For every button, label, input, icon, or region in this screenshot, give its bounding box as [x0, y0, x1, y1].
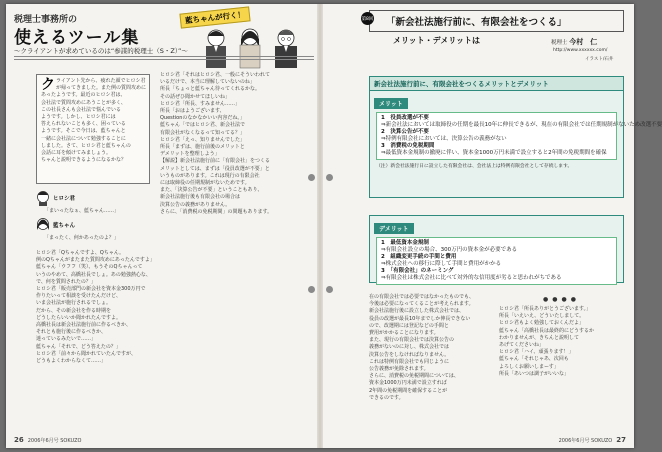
author-role: 税理士 [551, 40, 568, 46]
text-line: 答えられないことも多く、困っている [41, 121, 126, 128]
text-line: デメリットを整理しよう」 [160, 151, 220, 158]
speaker-line: 「まったく、何かあったのよ？」 [44, 235, 119, 242]
text-line: 所長「あいつは調子がいいな」 [499, 370, 570, 377]
text-line: いうものがあります。これは現行の有限会社 [160, 172, 260, 179]
text-line: 公告義務が免除されます。 [369, 366, 429, 373]
text-line: 資本金1000万円未満で設立すれば [369, 380, 447, 387]
text-line: 所長「いえいえ、どういたしまして。 [499, 313, 585, 320]
magazine-spread [6, 4, 662, 448]
demerit-list [376, 237, 617, 285]
text-line: 新会社法施行後も有限会社の場合は [160, 194, 241, 201]
text-line: ヒロシ君「ハイ、頑張ります！」 [499, 349, 574, 356]
list-item-detail: ⇒特例有限会社においては、決算公告の義務がない [381, 136, 507, 142]
text-line: 所長「ちょっと藍ちゃん待ってくれるかな。 [160, 86, 261, 93]
text-line: これは特例有限会社でも同じように [369, 358, 450, 365]
text-line: いるだけで、本当に理解していないのね」 [160, 79, 255, 86]
text-line: いうのやめて、高橋社長でしょ。あの勉強熱心な、 [36, 271, 151, 278]
speaker-name: 藍ちゃん [53, 223, 76, 230]
demerit-box [369, 215, 624, 283]
text-line: メリットとしては、まずは「役員改選が不要」と [160, 165, 270, 172]
merit-list [376, 112, 662, 160]
text-line: ヒロシ君「それはヒロシ君、一般にそういわれて [160, 72, 271, 78]
left-column-2 [160, 72, 312, 216]
topic-box [369, 10, 624, 32]
binding-hole [308, 174, 315, 181]
list-item-title: 1 役員改選が不要 [381, 115, 429, 121]
list-item-detail: ⇒有限会社設立の場合、300万円の資本金が必要である [381, 247, 518, 253]
text-line: また、「決算公告が不要」ということもあり、 [160, 187, 263, 194]
merit-label: メリット [374, 98, 408, 109]
text-line: その話ぜひ聞かせてほしいね」 [160, 93, 231, 100]
intro-box [36, 74, 150, 184]
kicker: 税理士事務所の [14, 15, 78, 25]
text-line: 今後は必要になってくることが考えられます。 [369, 301, 474, 308]
text-line: 迷っているみたいで……」 [36, 336, 97, 343]
text-line: 藍ちゃん「それで、どう答えたの？」 [36, 343, 121, 350]
footer-text: 2006年6月号 SOKUZO [558, 437, 613, 444]
text-line: だから、その新会社を作る時期を [36, 307, 112, 314]
right-column-1 [369, 294, 489, 402]
hiroshi-face-icon [36, 190, 50, 206]
section-divider-dots: ●●●● [543, 296, 580, 303]
text-line: さらに、「消費税の免税期間」の問題もあります。 [160, 208, 273, 215]
list-item-title: 3 「有限会社」のネーミング [381, 268, 454, 274]
text-line: よろしくお願いしまーす」 [499, 363, 559, 370]
text-line: 一緒に会社法について勉強することに [41, 135, 126, 142]
text-line: ヒロシ君「所長、すみません……」 [160, 100, 241, 107]
text-line: には取締役の任期規制がないためです。 [160, 180, 250, 187]
text-line: ライアント先から、疲れた顔でヒロシ君 [56, 78, 146, 84]
text-line: ちゃんと説明できるようになるかな？ [41, 157, 127, 164]
speaker-line: 「まいったなぁ、藍ちゃん……」 [44, 208, 120, 214]
text-line: 藍ちゃん「それじゃあ、次回も [499, 356, 569, 363]
text-line: あげてくださいね」 [499, 342, 545, 349]
page-subtitle: 〜クライアントが求めているのは“参謀的税理士（S・Z）”〜 [14, 47, 188, 55]
topic-title: 「新会社法施行前に、有限会社をつくる」 [386, 17, 567, 28]
speaker-ai-chan [36, 217, 150, 233]
text-line: あったようです。最近のヒロシ君は、 [41, 92, 126, 99]
list-item-detail: ⇒新会社法においては取締役の任期を最長10年に伸長できるが、現在の有限会社では任期規制がないため改選不要 [381, 122, 662, 128]
series-number-badge: 第8回 [361, 12, 374, 25]
merit-box-title: 新会社法施行前に、有限会社をつくるメリットとデメリット [370, 77, 623, 91]
text-line: 藍ちゃん「ではヒロシ君、新会社法で [160, 122, 246, 129]
text-line: 役員の改選が最長10年までしか伸長できない [369, 315, 471, 322]
text-line: 所長「おはようございます、 [160, 108, 225, 115]
text-line: ようです。しかし、ヒロシ君には [41, 114, 116, 121]
speaker-hiroshi [36, 190, 150, 206]
text-line: 会話に耳を傾けてみましょう。 [41, 150, 112, 157]
text-line: で、何を質問されたの？」 [36, 278, 96, 285]
illustration-credit: イラスト/石井 [585, 57, 614, 62]
text-line: 在の有限会社では必要ではなかったものでも、 [369, 294, 475, 300]
footer-text: 2006年6月号 SOKUZO [27, 437, 82, 444]
text-line: 【解説】新会社法施行前に「有限会社」をつくる [160, 158, 271, 165]
page-number: 27 [616, 436, 626, 444]
text-line: ヒロシ君もよく勉強しておくんだよ」 [499, 320, 585, 327]
text-line: 決算公告をしなければなりません。 [369, 351, 450, 358]
list-item-title: 3 消費税の免税期間 [381, 143, 435, 149]
list-item-detail: ⇒最低資本金規制の撤廃に伴い、資本金1000万円未満で設立すると2年間の免税期間を確保 [381, 150, 607, 156]
character-ai-chan-icon [240, 29, 260, 68]
list-item-detail: ⇒株式会社への移行に際して手間と費用がかかる [381, 261, 502, 267]
text-line: ヒロシ君「前々から聞かれていたんですが、 [36, 350, 137, 357]
text-line: 例のQちゃんがまたまた質問攻めにあったんですよ」 [36, 257, 155, 264]
merit-box [369, 76, 662, 198]
text-line: ヒロシ君「Qちゃんですよ、Qちゃん。 [36, 250, 125, 256]
article-subtitle: メリット・デメリットは [393, 36, 481, 45]
text-line: 作りたいって相談を受けたんだけど、 [36, 293, 122, 300]
binding-hole [308, 286, 315, 293]
text-line: 新会社法施行後に設立した株式会社では、 [369, 308, 465, 315]
text-line: どうしたらいいか聞かれたんですよ。 [36, 314, 122, 321]
character-hiroshi-icon [206, 30, 226, 68]
text-line: 藍ちゃん「ウフフ（笑）、もうそのQちゃんって [36, 264, 143, 271]
text-line: この社長さんも会社法で悩んでいる [41, 106, 122, 113]
list-item-detail: ⇒有限会社は株式会社に比べて対外的な信用度が劣ると思われがちである [381, 275, 562, 281]
text-line: いま会社法が施行されるでしょ。 [36, 300, 111, 307]
speaker-list [36, 188, 150, 242]
author-line [551, 37, 597, 47]
list-item-title: 1 最低資本金規制 [381, 240, 429, 246]
demerit-label: デメリット [374, 223, 414, 234]
series-banner: 藍ちゃんが行く！ [179, 6, 250, 28]
text-line: 義務がないのに対し、株式会社では [369, 344, 450, 351]
text-line: ようです。そこで今日は、藍ちゃんと [41, 128, 126, 135]
text-line: 有限会社がなくなるって知ってる？」 [160, 129, 246, 136]
characters-illustration [194, 24, 312, 68]
intro-text [41, 78, 145, 164]
left-footer [14, 436, 81, 444]
right-column-2 [499, 306, 627, 378]
text-line: 会社法で質問攻めにあうことが多く、 [41, 99, 126, 106]
list-item-title: 2 決算公告が不要 [381, 129, 429, 135]
text-line: ヒロシ君「販売部門の新会社を資本金300万円で [36, 286, 146, 293]
list-item-title: 2 組織変更手続の手間と費用 [381, 254, 457, 260]
right-footer [559, 436, 626, 444]
header-rule [14, 56, 314, 57]
header-rule-2 [14, 59, 314, 60]
right-page [321, 4, 662, 448]
text-line: ヒロシ君「えっ、知りませんでした」 [160, 136, 246, 143]
text-line: それとも施行後に作るべきか、 [36, 329, 107, 336]
author-name: 今村 仁 [569, 38, 598, 46]
page-number: 26 [14, 436, 24, 444]
text-line: 決算公告の義務がありません。 [160, 201, 231, 208]
text-line: さらに、消費税の免税期間については、 [369, 373, 459, 380]
left-page [6, 4, 319, 448]
text-line: が帰ってきました。また例の質問攻めに [56, 85, 147, 92]
text-line: Questionのなかなかいい内容だね。」 [160, 115, 245, 122]
author-url: http://www.xxxxxx.com/ [553, 48, 608, 53]
text-line: わかりませんが、きちんと説明して [499, 334, 580, 341]
text-line: しました。さて、ヒロシ君と藍ちゃんの [41, 142, 131, 149]
text-line: 費用がかかることになります。 [369, 330, 439, 337]
character-director-icon [275, 30, 297, 68]
text-line: 藍ちゃん「高橋社長は最終的にどうするか [499, 327, 595, 334]
text-line: ヒロシ君「所長ありがとうございます。」 [499, 306, 592, 312]
text-line: どうもよくわからなくて……」 [36, 358, 107, 365]
page-title: 使えるツール集 [14, 28, 140, 48]
text-line: 2年間の免税期間を確保することが [369, 387, 448, 394]
ai-chan-face-icon [36, 217, 50, 233]
text-line: 高橋社長は新会社法施行前に作るべきか、 [36, 322, 132, 329]
left-column-1 [36, 250, 155, 365]
text-line: 所長「まずは、施行前後のメリットと [160, 144, 245, 151]
text-line: できるのです。 [369, 394, 404, 401]
text-line: ので、改選期には登記などの手間と [369, 322, 449, 329]
text-line: また、現行の有限会社では決算公告の [369, 337, 455, 344]
intro-dropcap: ク [41, 77, 55, 93]
speaker-name: ヒロシ君 [53, 196, 76, 202]
merit-note: （注）新会社法施行日に設立した有限会社は、会社法上は特例有限会社として存続します。 [376, 164, 573, 169]
